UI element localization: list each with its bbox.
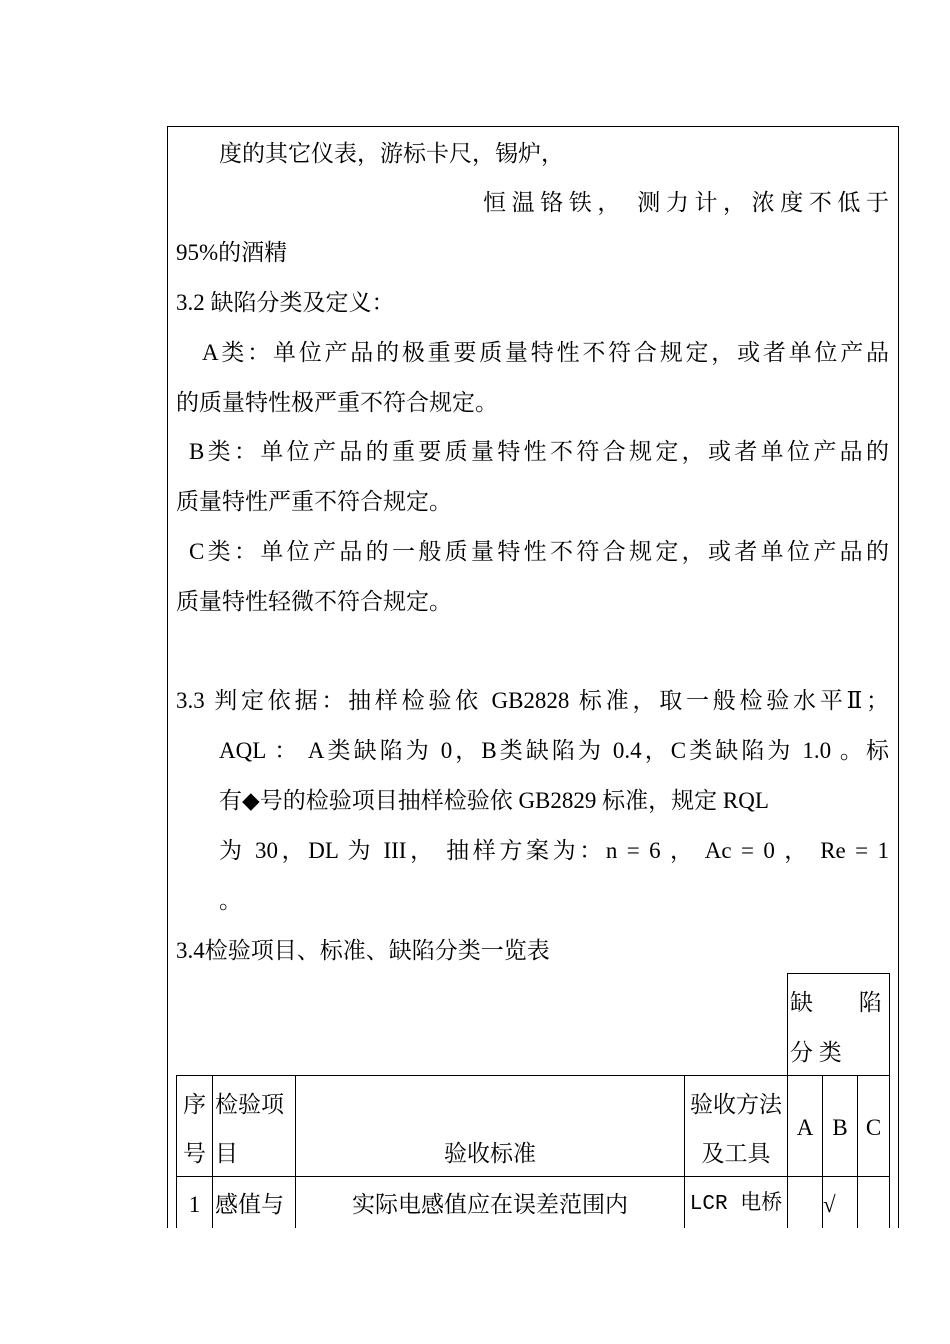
text-line: C类：单位产品的一般质量特性不符合规定，或者单位产品的 [189, 539, 889, 564]
text-line: 质量特性轻微不符合规定。 [176, 589, 452, 614]
col-item-header: 目 [215, 1141, 238, 1166]
text-line: 95%的酒精 [176, 240, 288, 265]
col-standard-header: 验收标准 [444, 1141, 536, 1166]
text-line: B类：单位产品的重要质量特性不符合规定，或者单位产品的 [189, 439, 889, 464]
text-line: AQL ： A类缺陷为 0，B类缺陷为 0.4，C类缺陷为 1.0 。标 [219, 738, 889, 763]
text-line: 为 30，DL 为 III， 抽样方案为：n = 6 ， Ac = 0 ， Re = 1 [219, 838, 889, 863]
defect-class-header: 缺 陷 [790, 990, 902, 1015]
defect-class-header: 分 类 [790, 1040, 842, 1065]
text-line: 恒温铬铁， 测力计，浓度不低于 [483, 190, 889, 215]
row-no: 1 [188, 1192, 201, 1217]
section-heading: 3.2 缺陷分类及定义： [176, 290, 395, 315]
row-class-b: √ [823, 1192, 836, 1217]
col-method-header: 及工具 [701, 1141, 771, 1166]
text-line: 有◆号的检验项目抽样检验依 GB2829 标准，规定 RQL [219, 788, 769, 813]
text-line: A类：单位产品的极重要质量特性不符合规定，或者单位产品 [202, 340, 889, 365]
section-heading: 3.4检验项目、标准、缺陷分类一览表 [176, 938, 550, 963]
text-line: 度的其它仪表，游标卡尺，锡炉， [219, 141, 564, 166]
text-line: 的质量特性极严重不符合规定。 [176, 390, 498, 415]
col-no-header: 序 [183, 1092, 206, 1117]
row-method: LCR 电桥 [689, 1193, 783, 1216]
row-item: 感值与 [215, 1192, 284, 1217]
text-line: 质量特性严重不符合规定。 [176, 489, 452, 514]
section-heading: 3.3 判定依据：抽样检验依 GB2828 标准，取一般检验水平Ⅱ； [176, 688, 889, 713]
row-standard: 实际电感值应在误差范围内 [352, 1192, 628, 1217]
col-no-header: 号 [183, 1141, 206, 1166]
col-b-header: B [832, 1115, 848, 1140]
col-c-header: C [865, 1115, 882, 1140]
text-line: 。 [219, 888, 242, 913]
col-method-header: 验收方法 [690, 1092, 782, 1117]
col-a-header: A [796, 1115, 814, 1140]
col-item-header: 检验项 [215, 1092, 284, 1117]
